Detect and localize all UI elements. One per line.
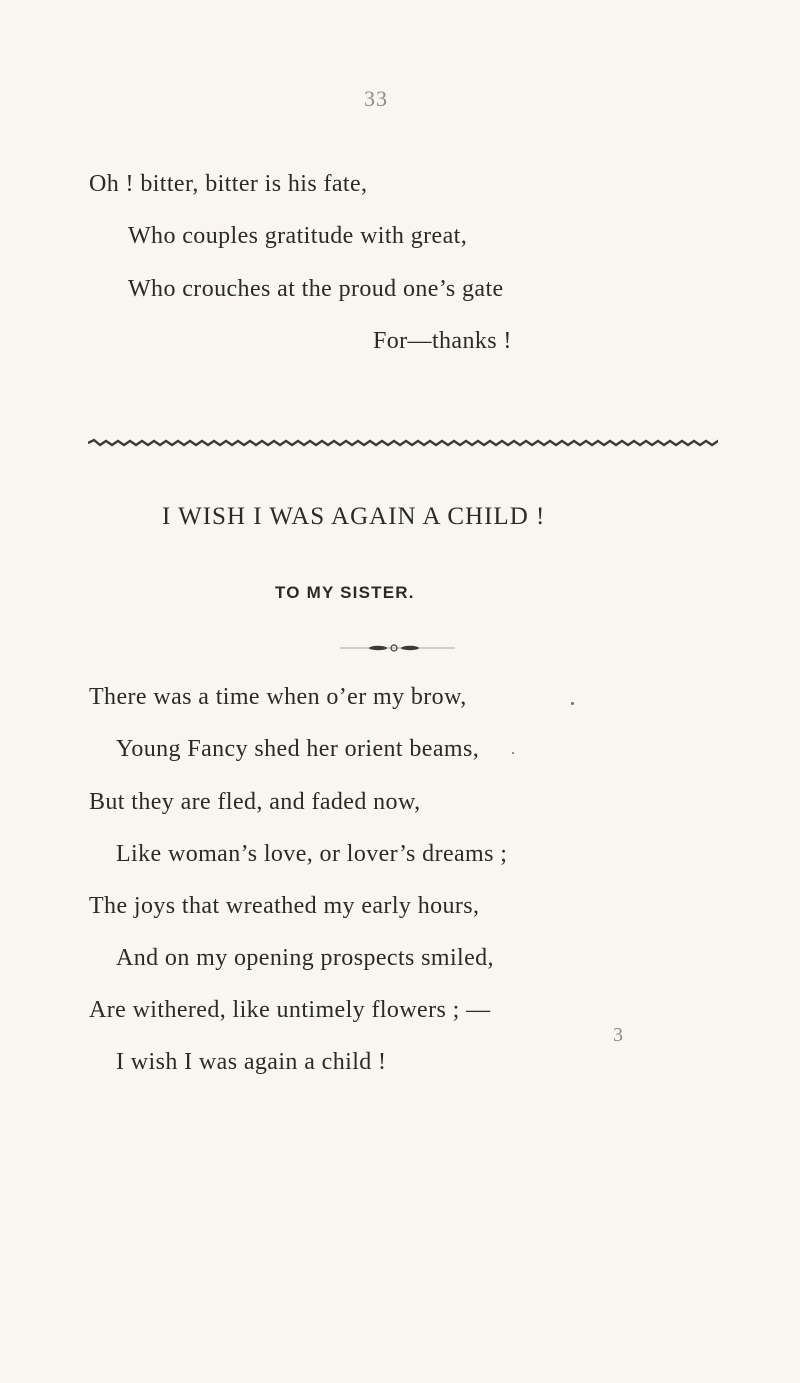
- verse-line: And on my opening prospects smiled,: [116, 945, 494, 971]
- verse-line: Who crouches at the proud one’s gate: [128, 276, 504, 302]
- verse-line: Who couples gratitude with great,: [128, 223, 468, 249]
- signature-mark: 3: [613, 1024, 623, 1046]
- verse-line: Young Fancy shed her orient beams,: [116, 736, 480, 762]
- small-rule-ornament: [340, 644, 455, 652]
- verse-line: The joys that wreathed my early hours,: [89, 893, 480, 919]
- verse-line: But they are fled, and faded now,: [89, 789, 421, 815]
- ornamental-divider: [88, 438, 718, 448]
- print-speck: [512, 752, 514, 754]
- verse-line: There was a time when o’er my brow,: [89, 684, 467, 710]
- page-number: 33: [364, 86, 388, 111]
- verse-line: For—thanks !: [373, 328, 512, 354]
- print-speck: [571, 702, 574, 705]
- poem-title: I WISH I WAS AGAIN A CHILD !: [162, 503, 546, 530]
- poem-dedication: TO MY SISTER.: [275, 583, 415, 602]
- verse-line: Are withered, like untimely flowers ; —: [89, 997, 491, 1023]
- verse-line: Oh ! bitter, bitter is his fate,: [89, 171, 368, 197]
- verse-line: I wish I was again a child !: [116, 1049, 387, 1075]
- verse-line: Like woman’s love, or lover’s dreams ;: [116, 841, 508, 867]
